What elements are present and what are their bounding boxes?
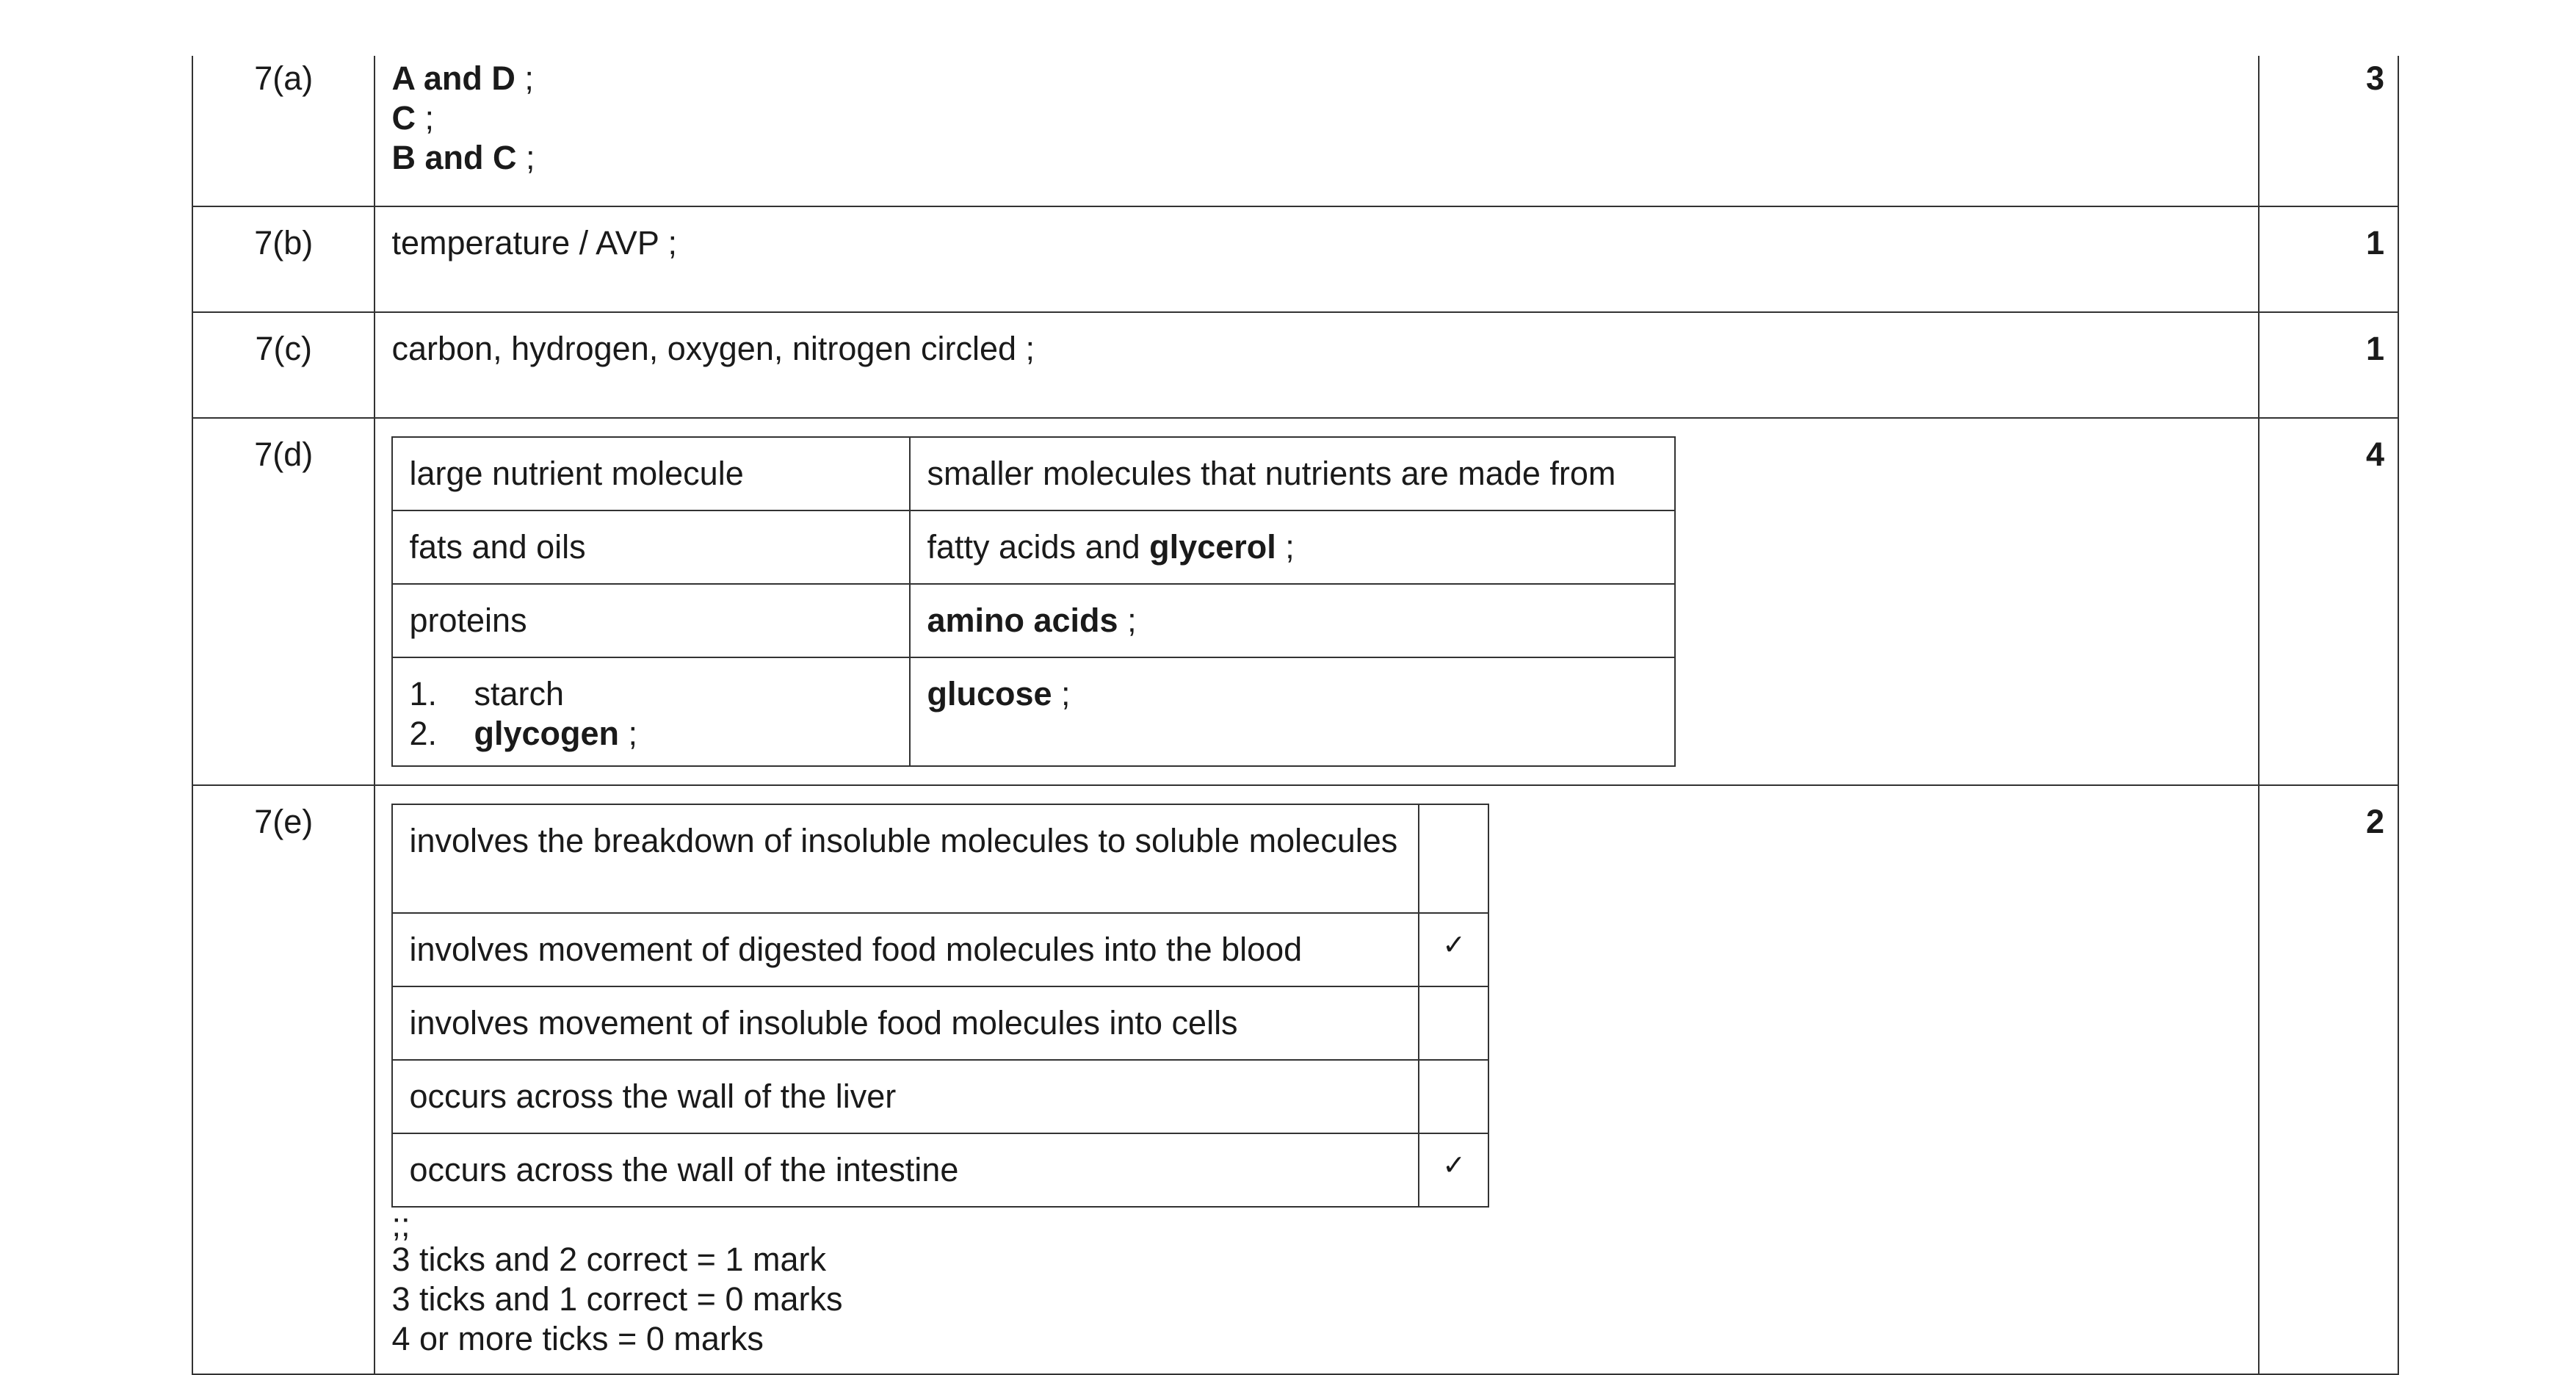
marking-notes — [391, 1206, 2243, 1359]
nutrient-table — [391, 436, 1676, 767]
row-7e — [192, 785, 2398, 1374]
tick-cell — [1419, 1060, 1488, 1133]
row-7b — [192, 206, 2398, 312]
answer-line: B and C ; — [391, 139, 535, 176]
table-cell: amino acids ; — [910, 584, 1675, 657]
tick-cell — [1419, 986, 1488, 1060]
note-line: 4 or more ticks = 0 marks — [391, 1320, 764, 1357]
note-line: 3 ticks and 1 correct = 0 marks — [391, 1280, 843, 1318]
statement-cell: occurs across the wall of the liver — [392, 1060, 1419, 1133]
answer-cell — [375, 56, 2258, 206]
statement-cell: involves movement of digested food molecules into the blood — [392, 913, 1419, 986]
question-number: 7(b) — [192, 206, 375, 312]
table-cell: fatty acids and glycerol ; — [910, 510, 1675, 584]
row-7c — [192, 312, 2398, 418]
question-number: 7(d) — [192, 418, 375, 785]
table-row — [392, 913, 1488, 986]
marks-cell: 1 — [2259, 206, 2398, 312]
statement-cell: occurs across the wall of the intestine — [392, 1133, 1419, 1207]
row-7d — [192, 418, 2398, 785]
answer-cell: temperature / AVP ; — [375, 206, 2258, 312]
table-cell: fats and oils — [392, 510, 910, 584]
answer-line: C ; — [391, 99, 434, 137]
note-line: 3 ticks and 2 correct = 1 mark — [391, 1241, 826, 1278]
table-row — [392, 584, 1675, 657]
table-cell: glucose ; — [910, 657, 1675, 766]
table-row — [392, 804, 1488, 913]
table-row — [392, 657, 1675, 766]
tick-cell — [1419, 804, 1488, 913]
table-cell: proteins — [392, 584, 910, 657]
marks-cell: 1 — [2259, 312, 2398, 418]
table-row — [392, 986, 1488, 1060]
semicolons: ;; — [391, 1206, 410, 1244]
statement-cell: involves movement of insoluble food molecules into cells — [392, 986, 1419, 1060]
answer-cell: carbon, hydrogen, oxygen, nitrogen circled ; — [375, 312, 2258, 418]
table-cell — [392, 657, 910, 766]
header-cell: large nutrient molecule — [392, 437, 910, 510]
answer-line: A and D ; — [391, 59, 534, 97]
statement-cell: involves the breakdown of insoluble molecules to soluble molecules — [392, 804, 1419, 913]
mark-scheme-table — [192, 56, 2399, 1375]
question-number: 7(a) — [192, 56, 375, 206]
nutrient-table-header — [392, 437, 1675, 510]
marks-cell: 4 — [2259, 418, 2398, 785]
table-row — [392, 1060, 1488, 1133]
marks-cell: 2 — [2259, 785, 2398, 1374]
header-cell: smaller molecules that nutrients are made from — [910, 437, 1675, 510]
question-number: 7(e) — [192, 785, 375, 1374]
tick-mark-icon: ✓ — [1419, 913, 1488, 986]
answer-cell — [375, 785, 2258, 1374]
list-item: 1. starch — [409, 675, 565, 712]
marks-cell: 3 — [2259, 56, 2398, 206]
absorption-statements-table — [391, 804, 1489, 1208]
answer-cell — [375, 418, 2258, 785]
table-row — [392, 510, 1675, 584]
question-number: 7(c) — [192, 312, 375, 418]
tick-mark-icon: ✓ — [1419, 1133, 1488, 1207]
list-item: 2. glycogen ; — [409, 715, 638, 752]
table-row — [392, 1133, 1488, 1207]
row-7a — [192, 56, 2398, 206]
